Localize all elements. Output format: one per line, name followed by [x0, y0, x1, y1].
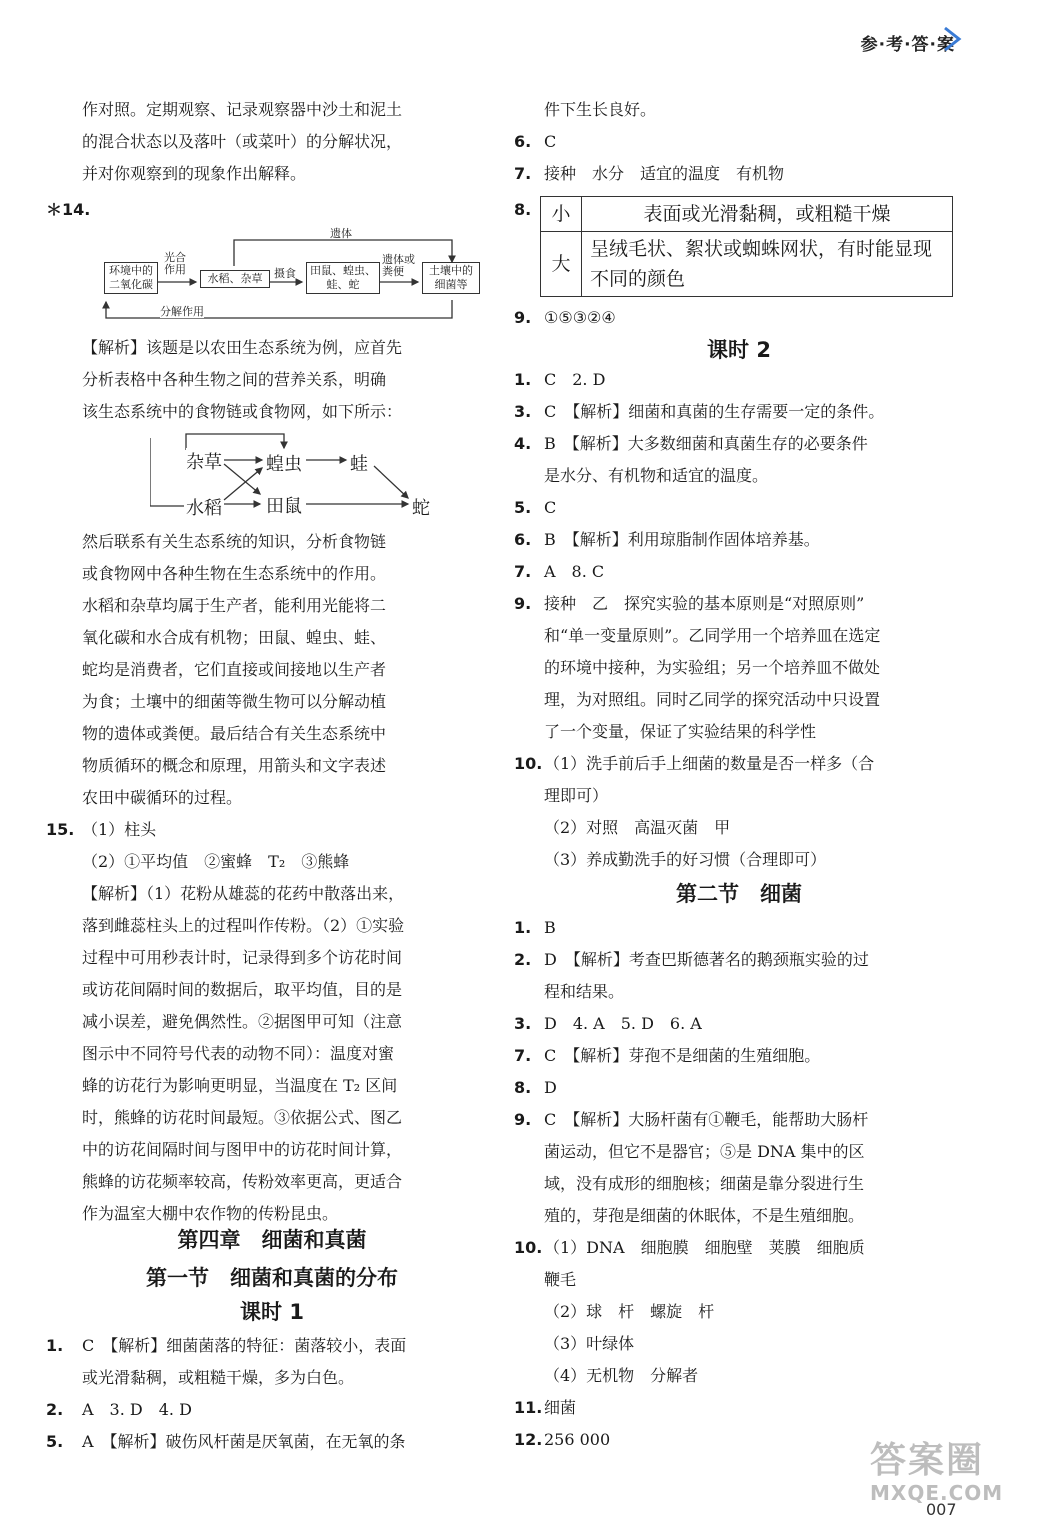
analysis-line: 该生态系统中的食物链或食物网，如下所示：: [82, 402, 403, 421]
analysis-line: 物质循环的概念和原理，用箭头和文字表述: [82, 756, 387, 775]
question-number: 5.: [46, 1432, 64, 1451]
node-snake: 蛇: [412, 494, 430, 520]
question-number: 15.: [46, 820, 75, 839]
analysis-line: 图示中不同符号代表的动物不同）：温度对蜜: [82, 1044, 395, 1063]
question-number: 12.: [514, 1430, 543, 1449]
lesson-title: 课时 1: [240, 1300, 304, 1324]
node-frog: 蛙: [350, 450, 368, 476]
answer-line: 细菌: [544, 1398, 577, 1417]
analysis-line: 【解析】（1）花粉从雄蕊的花药中散落出来，: [82, 884, 405, 903]
question-number: 7.: [514, 1046, 532, 1065]
analysis-line: 或食物网中各种生物在生态系统中的作用。: [82, 564, 387, 583]
node-rice: 水稻: [186, 494, 222, 520]
colony-table: [540, 196, 953, 297]
watermark-logo: [870, 1440, 1020, 1530]
chapter-title: 第四章 细菌和真菌: [177, 1228, 367, 1252]
analysis-line: 或访花间隔时间的数据后，取平均值，目的是: [82, 980, 403, 999]
answer-line: 理即可）: [544, 786, 609, 805]
question-number: 9.: [514, 308, 532, 327]
question-number: 5.: [514, 498, 532, 517]
question-number: 9.: [514, 1110, 532, 1129]
answer-line: C: [544, 132, 557, 151]
answer-line: （2）①平均值 ②蜜蜂 T₂ ③熊蜂: [82, 852, 350, 871]
question-number: 1.: [46, 1336, 64, 1355]
node-co2: 环境中的二氧化碳: [104, 262, 158, 294]
question-number: 9.: [514, 594, 532, 613]
answer-line: 接种 乙 探究实验的基本原则是“对照原则”: [544, 594, 865, 613]
answer-line: A 3. D 4. D: [82, 1400, 192, 1419]
page-number: 007: [926, 1500, 957, 1519]
answer-line: D 4. A 5. D 6. A: [544, 1014, 702, 1033]
analysis-line: 减小误差，避免偶然性。②据图甲可知（注意: [82, 1012, 403, 1031]
answer-line: （4）无机物 分解者: [544, 1366, 699, 1385]
question-number: 7.: [514, 562, 532, 581]
answer-line: D 【解析】考查巴斯德著名的鹅颈瓶实验的过: [544, 950, 869, 969]
answer-line: B 【解析】利用琼脂制作固体培养基。: [544, 530, 820, 549]
watermark-text: 答案圈: [870, 1440, 985, 1481]
node-consumers: 田鼠、蝗虫、蛙、蛇: [306, 262, 380, 294]
intro-line: 的混合状态以及落叶（或菜叶）的分解状况，: [82, 132, 403, 151]
answer-line: C 【解析】芽孢不是细菌的生殖细胞。: [544, 1046, 821, 1065]
answer-line: （2）对照 高温灭菌 甲: [544, 818, 731, 837]
question-number: 7.: [514, 164, 532, 183]
question-number: 2.: [514, 950, 532, 969]
question-number: 4.: [514, 434, 532, 453]
answer-line: C 2. D: [544, 370, 606, 389]
answer-line: 或光滑黏稠，或粗糙干燥，多为白色。: [82, 1368, 355, 1387]
answer-line: 件下生长良好。: [544, 100, 657, 119]
table-cell: 大: [541, 232, 582, 297]
answer-line: C 【解析】大肠杆菌有①鞭毛，能帮助大肠杆: [544, 1110, 869, 1129]
answer-line: （3）养成勤洗手的好习惯（合理即可）: [544, 850, 827, 869]
lesson-title: 课时 2: [707, 338, 771, 362]
intro-line: 作对照。定期观察、记录观察器中沙土和泥土: [82, 100, 403, 119]
answer-line: 菌运动，但它不是器官；⑤是 DNA 集中的区: [544, 1142, 865, 1161]
answer-line: A 【解析】破伤风杆菌是厌氧菌，在无氧的条: [82, 1432, 406, 1451]
analysis-line: 【解析】该题是以农田生态系统为例，应首先: [82, 338, 403, 357]
analysis-line: 然后联系有关生态系统的知识，分析食物链: [82, 532, 387, 551]
question-number: 8.: [514, 1078, 532, 1097]
analysis-line: 物的遗体或粪便。最后结合有关生态系统中: [82, 724, 387, 743]
answer-line: 域，没有成形的细胞核；细菌是靠分裂进行生: [544, 1174, 865, 1193]
label-remains-top: 遗体: [330, 227, 352, 240]
question-number: 3.: [514, 1014, 532, 1033]
question-number: 1.: [514, 918, 532, 937]
answer-line: 是水分、有机物和适宜的温度。: [544, 466, 769, 485]
question-number: 6.: [514, 132, 532, 151]
label-feeding: 摄食: [274, 267, 296, 280]
label-photosynthesis: 光合作用: [164, 251, 186, 276]
analysis-line: 蛇均是消费者，它们直接或间接地以生产者: [82, 660, 387, 679]
table-row: [541, 197, 953, 232]
section-title: 第二节 细菌: [676, 882, 802, 906]
answer-line: 了一个变量，保证了实验结果的科学性: [544, 722, 817, 741]
carbon-cycle-diagram: [52, 226, 478, 326]
analysis-line: 分析表格中各种生物之间的营养关系，明确: [82, 370, 387, 389]
page-header-title: 参·考·答·案: [860, 35, 955, 55]
answer-line: D: [544, 1078, 557, 1097]
analysis-line: 熊蜂的访花频率较高，传粉效率更高，更适合: [82, 1172, 403, 1191]
answer-line: （2）球 杆 螺旋 杆: [544, 1302, 715, 1321]
answer-line: 殖的，芽孢是细菌的休眠体，不是生殖细胞。: [544, 1206, 865, 1225]
watermark-url: MXQE.COM: [870, 1481, 1004, 1505]
question-number: ＊14.: [46, 200, 91, 219]
question-number: 11.: [514, 1398, 543, 1417]
question-number: 10.: [514, 1238, 543, 1257]
answer-line: 接种 水分 适宜的温度 有机物: [544, 164, 785, 183]
answer-line: B: [544, 918, 556, 937]
question-number: 1.: [514, 370, 532, 389]
answer-line: C 【解析】细菌菌落的特征：菌落较小，表面: [82, 1336, 407, 1355]
table-cell: 表面或光滑黏稠，或粗糙干燥: [582, 197, 953, 232]
node-producers: 水稻、杂草: [200, 270, 270, 288]
analysis-line: 蜂的访花行为影响更明显，当温度在 T₂ 区间: [82, 1076, 398, 1095]
table-cell: 小: [541, 197, 582, 232]
food-web-diagram: [150, 430, 450, 519]
answer-line: 鞭毛: [544, 1270, 577, 1289]
chevron-right-icon: [941, 26, 963, 52]
label-decomposition: 分解作用: [160, 305, 204, 318]
answer-line: B 【解析】大多数细菌和真菌生存的必要条件: [544, 434, 868, 453]
answer-line: （1）柱头: [82, 820, 157, 839]
question-number: 6.: [514, 530, 532, 549]
answer-line: 理，为对照组。同时乙同学的探究活动中只设置: [544, 690, 881, 709]
answer-line: C: [544, 498, 557, 517]
node-vole: 田鼠: [266, 492, 302, 518]
answer-line: 256 000: [544, 1430, 611, 1449]
answer-line: （1）DNA 细胞膜 细胞壁 荚膜 细胞质: [544, 1238, 865, 1257]
analysis-line: 水稻和杂草均属于生产者，能利用光能将二: [82, 596, 387, 615]
node-weeds: 杂草: [186, 448, 222, 474]
answer-line: ①⑤③②④: [544, 308, 616, 327]
question-number: 8.: [514, 200, 532, 219]
node-decomposers: 土壤中的细菌等: [422, 262, 480, 294]
analysis-line: 落到雌蕊柱头上的过程叫作传粉。（2）①实验: [82, 916, 405, 935]
answer-line: A 8. C: [544, 562, 605, 581]
answer-line: （3）叶绿体: [544, 1334, 635, 1353]
analysis-line: 作为温室大棚中农作物的传粉昆虫。: [82, 1204, 339, 1223]
label-remains: 遗体或粪便: [382, 253, 415, 278]
answer-line: 的环境中接种，为实验组；另一个培养皿不做处: [544, 658, 881, 677]
analysis-line: 时，熊蜂的访花时间最短。③依据公式、图乙: [82, 1108, 403, 1127]
answer-line: C 【解析】细菌和真菌的生存需要一定的条件。: [544, 402, 885, 421]
table-cell: 呈绒毛状、絮状或蜘蛛网状，有时能显现不同的颜色: [582, 232, 953, 297]
analysis-line: 中的访花间隔时间与图甲中的访花时间计算，: [82, 1140, 403, 1159]
answer-line: 和“单一变量原则”。乙同学用一个培养皿在选定: [544, 626, 881, 645]
question-number: 10.: [514, 754, 543, 773]
table-row: [541, 232, 953, 297]
intro-line: 并对你观察到的现象作出解释。: [82, 164, 307, 183]
analysis-line: 为食；土壤中的细菌等微生物可以分解动植: [82, 692, 387, 711]
analysis-line: 农田中碳循环的过程。: [82, 788, 243, 807]
analysis-line: 氧化碳和水合成有机物；田鼠、蝗虫、蛙、: [82, 628, 387, 647]
answer-line: 程和结果。: [544, 982, 625, 1001]
question-number: 2.: [46, 1400, 64, 1419]
node-locust: 蝗虫: [266, 450, 302, 476]
section-title: 第一节 细菌和真菌的分布: [146, 1266, 398, 1290]
analysis-line: 过程中可用秒表计时，记录得到多个访花时间: [82, 948, 403, 967]
question-number: 3.: [514, 402, 532, 421]
answer-line: （1）洗手前后手上细菌的数量是否一样多（合: [544, 754, 875, 773]
